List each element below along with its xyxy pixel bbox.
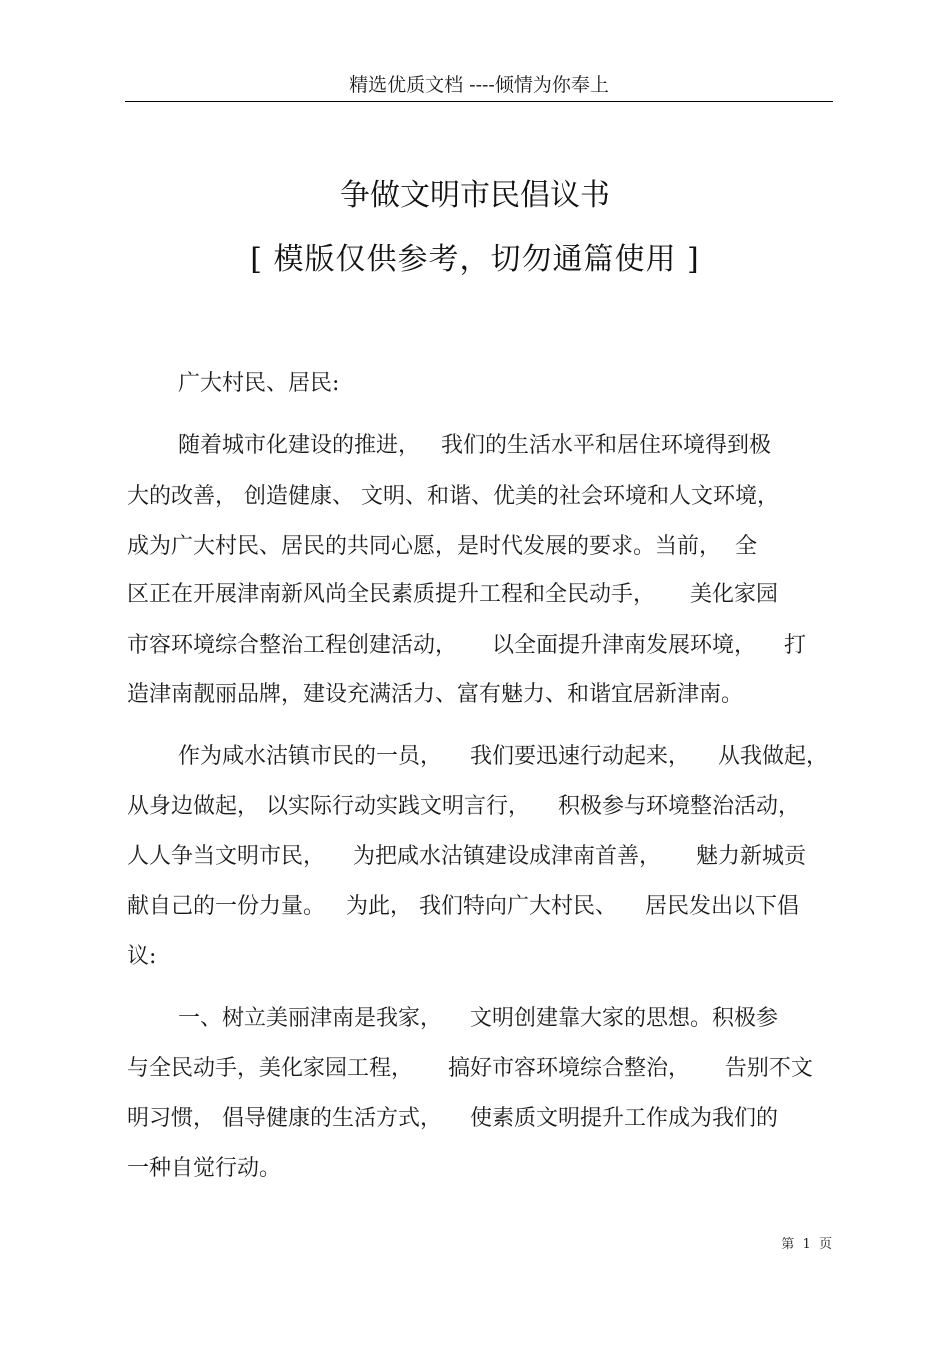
body-line: 市容环境综合整治工程创建活动， 以全面提升津南发展环境， 打 [127,633,806,658]
document-header: 精选优质文档 ----倾情为你奉上 [349,74,609,96]
body-line: 一种自觉行动。 [127,1156,282,1181]
body-line: 大的改善， 创造健康、 文明、和谐、优美的社会环境和人文环境， [127,484,779,509]
body-line: 一、树立美丽津南是我家， 文明创建靠大家的思想。积极参 [178,1006,778,1031]
body-line: 作为咸水沽镇市民的一员， 我们要迅速行动起来， 从我做起， [178,744,828,769]
document-subtitle: [ 模版仅供参考，切勿通篇使用 ] [250,242,700,277]
body-line: 明习惯， 倡导健康的生活方式， 使素质文明提升工作成为我们的 [127,1106,778,1131]
body-line: 随着城市化建设的推进， 我们的生活水平和居住环境得到极 [178,433,771,458]
body-line: 造津南靓丽品牌，建设充满活力、富有魅力、和谐宜居新津南。 [127,682,744,707]
document-title: 争做文明市民倡议书 [340,178,610,213]
body-line: 议: [127,944,157,969]
body-line: 区正在开展津南新风尚全民素质提升工程和全民动手， 美化家园 [127,582,778,607]
body-line: 人人争当文明市民， 为把咸水沽镇建设成津南首善， 魅力新城贡 [127,844,806,869]
body-line: 成为广大村民、居民的共同心愿，是时代发展的要求。当前， 全 [127,534,757,559]
header-divider [125,101,833,102]
body-line: 献自己的一份力量。 为此， 我们特向广大村民、 居民发出以下倡 [127,894,799,919]
body-line: 与全民动手，美化家园工程， 搞好市容环境综合整治， 告别不文 [127,1056,813,1081]
salutation: 广大村民、居民: [178,371,340,396]
body-line: 从身边做起， 以实际行动实践文明言行， 积极参与环境整治活动， [127,794,800,819]
page-number: 第 1 页 [781,1237,832,1252]
